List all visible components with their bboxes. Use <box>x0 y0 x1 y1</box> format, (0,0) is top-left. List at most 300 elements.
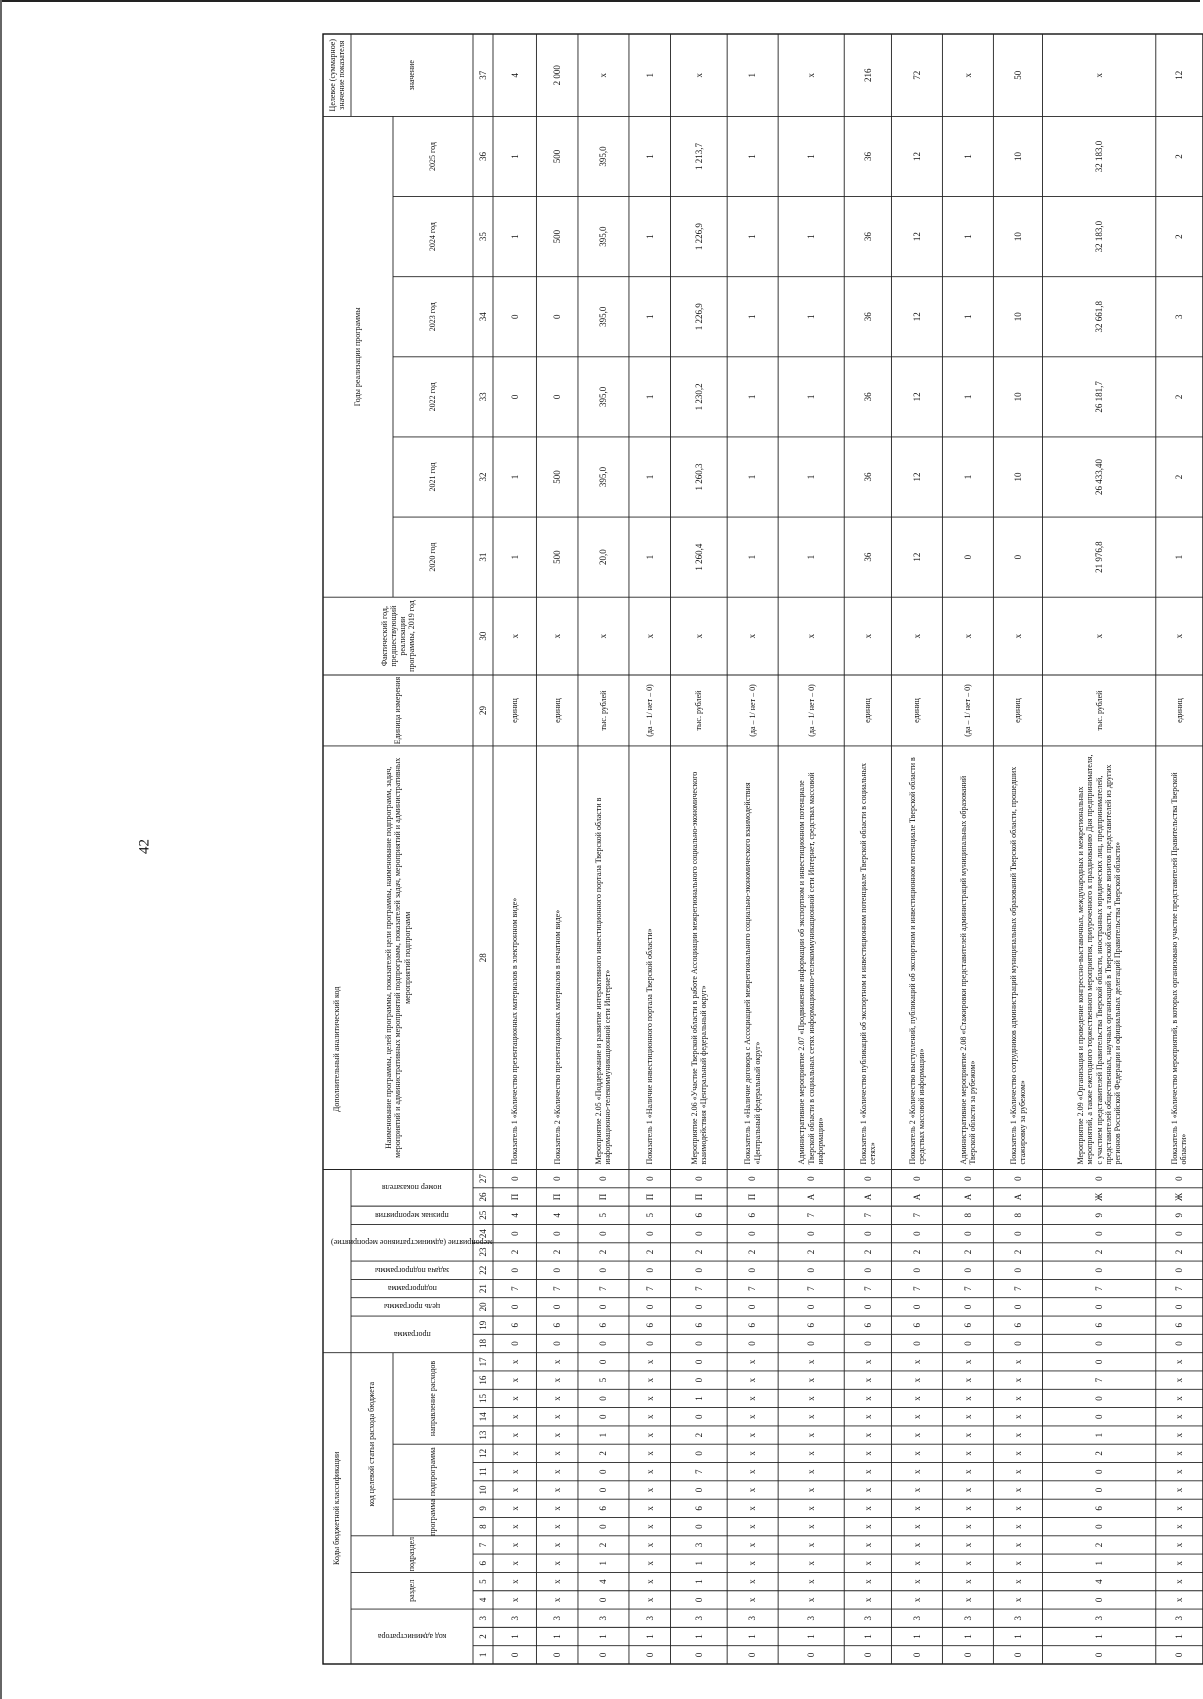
header-year-2025: 2025 год <box>428 142 438 171</box>
code-cell: 0 <box>509 1268 520 1273</box>
header-year-2020: 2020 год <box>428 542 438 572</box>
code-cell: 1 <box>644 1634 655 1639</box>
code-cell: 0 <box>693 1652 704 1658</box>
column-number: 28 <box>477 953 488 963</box>
code-cell: х <box>509 1377 520 1383</box>
year-value-cell: 1 <box>509 154 520 159</box>
code-cell: 0 <box>1093 1597 1104 1603</box>
code-cell: х <box>1174 1561 1185 1566</box>
target-value-cell: х <box>1093 72 1104 78</box>
column-number: 8 <box>477 1524 488 1529</box>
year-value-cell: 1 <box>805 314 816 319</box>
column-number: 14 <box>477 1412 488 1422</box>
code-cell: 0 <box>552 1341 563 1346</box>
code-cell: х <box>1012 1542 1023 1548</box>
code-cell: А <box>962 1193 973 1201</box>
code-cell: 0 <box>598 1341 609 1346</box>
budget-program-table <box>323 34 1203 1664</box>
code-cell: 0 <box>1174 1652 1185 1658</box>
unit-cell: единиц <box>912 698 922 723</box>
code-cell: х <box>962 1377 973 1383</box>
code-cell: 0 <box>1012 1652 1023 1658</box>
year-value-cell: 1 <box>805 234 816 239</box>
code-cell: 1 <box>693 1579 704 1584</box>
indicator-name: Показатель 1 «Количество публикаций об экспортном и инвестиционном потенциале Тверской области в социальных сетях» <box>858 762 877 1165</box>
year-value-cell: 1 <box>644 154 655 159</box>
code-cell: 0 <box>962 1652 973 1658</box>
code-cell: 0 <box>644 1341 655 1346</box>
code-cell: х <box>805 1432 816 1438</box>
header-cel-programmy: цель программы <box>383 1302 441 1312</box>
code-cell: х <box>911 1524 922 1529</box>
year-value-cell: 32 661,8 <box>1093 300 1104 333</box>
code-cell: х <box>1174 1451 1185 1456</box>
code-cell: 7 <box>805 1286 816 1291</box>
code-cell: х <box>509 1396 520 1401</box>
code-cell: 0 <box>598 1487 609 1493</box>
year-value-cell: 0 <box>552 314 563 319</box>
code-cell: 2 <box>862 1249 873 1255</box>
code-cell: 3 <box>747 1615 758 1621</box>
code-cell: 8 <box>962 1213 973 1218</box>
header-nomer-pokazatelya: номер показателя <box>382 1183 442 1193</box>
code-cell: 3 <box>509 1615 520 1621</box>
code-cell: 7 <box>1093 1377 1104 1383</box>
code-cell: 0 <box>747 1304 758 1310</box>
code-cell: х <box>962 1506 973 1511</box>
code-cell: 0 <box>598 1524 609 1529</box>
code-cell: 0 <box>862 1652 873 1658</box>
header-podprogramma: подпрограмма <box>428 1447 438 1497</box>
code-cell: 7 <box>962 1286 973 1291</box>
target-value-cell: 50 <box>1012 70 1023 80</box>
code-cell: А <box>805 1193 816 1201</box>
code-cell: х <box>1174 1487 1185 1493</box>
code-cell: 0 <box>1012 1304 1023 1310</box>
column-number: 13 <box>477 1430 488 1440</box>
year-value-cell: 1 <box>747 154 758 159</box>
fact-2019-cell: х <box>805 633 816 639</box>
code-cell: 7 <box>1093 1286 1104 1291</box>
code-cell: 0 <box>693 1414 704 1420</box>
year-value-cell: 1 <box>509 234 520 239</box>
code-cell: х <box>1174 1414 1185 1420</box>
code-cell: 1 <box>1093 1561 1104 1566</box>
code-cell: х <box>1012 1359 1023 1365</box>
code-cell: х <box>911 1487 922 1493</box>
code-cell: х <box>552 1469 563 1474</box>
code-cell: 0 <box>693 1268 704 1273</box>
code-cell: 0 <box>509 1304 520 1310</box>
code-cell: х <box>552 1414 563 1420</box>
code-cell: х <box>509 1359 520 1365</box>
code-cell: х <box>962 1542 973 1548</box>
code-cell: х <box>862 1597 873 1603</box>
code-cell: 0 <box>1174 1304 1185 1310</box>
code-cell: х <box>644 1579 655 1584</box>
unit-cell: единиц <box>863 698 873 723</box>
code-cell: х <box>962 1597 973 1603</box>
year-value-cell: 12 <box>911 552 922 562</box>
code-cell: х <box>1012 1579 1023 1584</box>
fact-2019-cell: х <box>747 633 758 639</box>
code-cell: х <box>1174 1432 1185 1438</box>
code-cell: 2 <box>1093 1249 1104 1255</box>
code-cell: х <box>862 1487 873 1493</box>
year-value-cell: 36 <box>862 392 873 402</box>
code-cell: х <box>911 1451 922 1456</box>
code-cell: 0 <box>598 1176 609 1181</box>
code-cell: х <box>911 1506 922 1511</box>
column-number: 35 <box>477 232 488 242</box>
target-value-cell: 4 <box>509 72 520 78</box>
code-cell: х <box>644 1432 655 1438</box>
code-cell: 7 <box>862 1213 873 1218</box>
code-cell: 0 <box>747 1176 758 1181</box>
code-cell: 1 <box>693 1396 704 1401</box>
unit-cell: тыс. рублей <box>694 690 704 731</box>
code-cell: 0 <box>1093 1268 1104 1273</box>
year-value-cell: 20,0 <box>598 549 609 565</box>
header-znachenie: значение <box>407 60 417 91</box>
code-cell: 9 <box>1174 1213 1185 1218</box>
code-cell: 2 <box>911 1249 922 1255</box>
code-cell: х <box>1174 1506 1185 1511</box>
code-cell: 0 <box>862 1304 873 1310</box>
code-cell: 6 <box>1093 1322 1104 1328</box>
indicator-name: Административное мероприятие 2.08 «Стажировки представителей администраций муниципальных образований Тверской области за рубежом» <box>958 775 977 1165</box>
code-cell: х <box>962 1432 973 1438</box>
code-cell: 8 <box>1012 1213 1023 1218</box>
target-value-cell: х <box>693 72 704 78</box>
code-cell: 1 <box>509 1634 520 1639</box>
header-kod-admin: код администратора <box>377 1632 447 1642</box>
code-cell: 6 <box>962 1322 973 1328</box>
code-cell: х <box>509 1432 520 1438</box>
column-number: 1 <box>477 1652 488 1658</box>
fact-2019-cell: х <box>552 633 563 639</box>
code-cell: х <box>911 1579 922 1584</box>
code-cell: х <box>962 1359 973 1365</box>
column-number: 25 <box>477 1210 488 1220</box>
code-cell: х <box>552 1524 563 1529</box>
code-cell: х <box>962 1414 973 1420</box>
code-cell: 2 <box>1093 1451 1104 1456</box>
code-cell: П <box>598 1193 609 1201</box>
code-cell: 0 <box>1174 1176 1185 1181</box>
code-cell: 9 <box>1093 1213 1104 1218</box>
code-cell: х <box>747 1487 758 1493</box>
code-cell: 0 <box>644 1176 655 1181</box>
code-cell: 0 <box>1012 1176 1023 1181</box>
year-value-cell: 1 260,4 <box>693 543 704 571</box>
code-cell: 0 <box>911 1176 922 1181</box>
code-cell: 0 <box>644 1652 655 1658</box>
code-cell: 3 <box>962 1615 973 1621</box>
year-value-cell: 1 <box>962 314 973 319</box>
code-cell: 1 <box>693 1561 704 1566</box>
code-cell: х <box>1012 1432 1023 1438</box>
code-cell: 2 <box>805 1249 816 1255</box>
unit-cell: единиц <box>552 698 562 723</box>
code-cell: х <box>1174 1396 1185 1401</box>
year-value-cell: 21 976,8 <box>1093 541 1104 573</box>
unit-cell: (да – 1/ нет – 0) <box>963 684 973 737</box>
code-cell: 0 <box>805 1304 816 1310</box>
code-cell: х <box>644 1451 655 1456</box>
indicator-name: Показатель 2 «Количество презентационных материалов в печатном виде» <box>552 909 562 1165</box>
code-cell: 0 <box>1174 1231 1185 1236</box>
code-cell: 0 <box>862 1176 873 1181</box>
column-number: 15 <box>477 1393 488 1403</box>
target-value-cell: 1 <box>644 72 655 78</box>
code-cell: х <box>805 1561 816 1566</box>
column-number: 24 <box>477 1229 488 1239</box>
year-value-cell: 1 <box>747 314 758 319</box>
year-value-cell: 1 <box>509 474 520 480</box>
code-cell: 0 <box>598 1396 609 1401</box>
code-cell: 2 <box>693 1249 704 1255</box>
code-cell: 0 <box>598 1304 609 1310</box>
code-cell: х <box>747 1396 758 1401</box>
code-cell: 2 <box>644 1249 655 1255</box>
code-cell: х <box>805 1506 816 1511</box>
code-cell: 5 <box>598 1377 609 1383</box>
year-value-cell: 0 <box>552 394 563 400</box>
target-value-cell: 216 <box>862 68 873 82</box>
code-cell: 0 <box>693 1231 704 1236</box>
indicator-name: Показатель 1 «Количество мероприятий, в которых организовано участие представителей Правительства Тверской области» <box>1170 772 1189 1165</box>
code-cell: 3 <box>1174 1615 1185 1621</box>
code-cell: 0 <box>598 1231 609 1236</box>
code-cell: 0 <box>747 1231 758 1236</box>
code-cell: 0 <box>1093 1231 1104 1236</box>
year-value-cell: 2 <box>1174 154 1185 159</box>
code-cell: х <box>644 1561 655 1566</box>
indicator-name: Показатель 2 «Количество выступлений, публикаций об экспортном и инвестиционном потенциале Тверской области в средствах массовой информации» <box>907 757 926 1165</box>
code-cell: 0 <box>598 1469 609 1474</box>
code-cell: 0 <box>862 1268 873 1273</box>
target-value-cell: 2 000 <box>552 65 563 86</box>
header-podrazdel: подраздел <box>407 1536 417 1572</box>
year-value-cell: 10 <box>1012 312 1023 322</box>
header-year-2021: 2021 год <box>428 462 438 492</box>
code-cell: х <box>805 1469 816 1474</box>
code-cell: 1 <box>598 1432 609 1438</box>
code-cell: 0 <box>911 1304 922 1310</box>
code-cell: х <box>644 1396 655 1401</box>
code-cell: х <box>962 1451 973 1456</box>
header-celevoe: Целевое (суммарное) значение показателя <box>327 38 346 112</box>
code-cell: 7 <box>747 1286 758 1291</box>
code-cell: 7 <box>1174 1286 1185 1291</box>
column-number: 36 <box>477 151 488 161</box>
year-value-cell: 32 183,0 <box>1093 220 1104 253</box>
code-cell: 0 <box>911 1652 922 1658</box>
code-cell: х <box>911 1561 922 1566</box>
column-number: 33 <box>477 392 488 402</box>
code-cell: х <box>1012 1396 1023 1401</box>
code-cell: х <box>644 1359 655 1365</box>
year-value-cell: 2 <box>1174 234 1185 239</box>
code-cell: х <box>805 1377 816 1383</box>
code-cell: х <box>911 1396 922 1401</box>
code-cell: 0 <box>862 1231 873 1236</box>
unit-cell: тыс. рублей <box>1094 690 1104 731</box>
code-cell: х <box>805 1396 816 1401</box>
code-cell: 2 <box>598 1249 609 1255</box>
code-cell: 7 <box>552 1286 563 1291</box>
column-number: 3 <box>477 1615 488 1621</box>
code-cell: х <box>962 1469 973 1474</box>
code-cell: 0 <box>693 1524 704 1529</box>
code-cell: х <box>962 1579 973 1584</box>
code-cell: 0 <box>509 1341 520 1346</box>
column-number: 22 <box>477 1265 488 1275</box>
code-cell: 0 <box>962 1304 973 1310</box>
code-cell: х <box>552 1561 563 1566</box>
year-value-cell: 12 <box>911 232 922 242</box>
code-cell: 0 <box>693 1597 704 1603</box>
code-cell: х <box>1012 1469 1023 1474</box>
year-value-cell: 395,0 <box>598 466 609 488</box>
target-value-cell: х <box>805 72 816 78</box>
code-cell: 1 <box>805 1634 816 1639</box>
code-cell: х <box>805 1414 816 1420</box>
year-value-cell: 0 <box>1012 554 1023 560</box>
code-cell: х <box>509 1597 520 1603</box>
year-value-cell: 1 <box>747 554 758 560</box>
code-cell: 2 <box>693 1432 704 1438</box>
code-cell: 0 <box>693 1451 704 1456</box>
scan-edge-top <box>0 0 1200 2</box>
code-cell: 6 <box>805 1322 816 1328</box>
code-cell: х <box>1174 1377 1185 1383</box>
code-cell: х <box>747 1561 758 1566</box>
code-cell: 1 <box>693 1634 704 1639</box>
fact-2019-cell: х <box>598 633 609 639</box>
code-cell: 0 <box>552 1652 563 1658</box>
code-cell: х <box>644 1597 655 1603</box>
code-cell: х <box>911 1432 922 1438</box>
code-cell: 2 <box>509 1249 520 1255</box>
code-cell: 6 <box>747 1213 758 1218</box>
code-cell: 6 <box>862 1322 873 1328</box>
year-value-cell: 1 <box>805 474 816 480</box>
target-value-cell: 12 <box>1174 70 1185 80</box>
column-number: 18 <box>477 1339 488 1348</box>
code-cell: х <box>509 1414 520 1420</box>
code-cell: х <box>509 1561 520 1566</box>
year-value-cell: 36 <box>862 312 873 322</box>
code-cell: 0 <box>805 1341 816 1346</box>
code-cell: 0 <box>805 1268 816 1273</box>
year-value-cell: 500 <box>552 149 563 164</box>
year-value-cell: 12 <box>911 392 922 402</box>
code-cell: 4 <box>552 1213 563 1218</box>
code-cell: х <box>862 1469 873 1474</box>
code-cell: 0 <box>644 1268 655 1273</box>
code-cell: 4 <box>598 1579 609 1584</box>
code-cell: 7 <box>598 1286 609 1291</box>
column-number: 16 <box>477 1375 488 1385</box>
code-cell: 7 <box>644 1286 655 1291</box>
code-cell: 7 <box>911 1286 922 1291</box>
year-value-cell: 395,0 <box>598 386 609 407</box>
code-cell: х <box>1174 1597 1185 1603</box>
code-cell: х <box>1174 1469 1185 1474</box>
code-cell: х <box>644 1524 655 1529</box>
code-cell: 7 <box>1012 1286 1023 1291</box>
header-year-2022: 2022 год <box>428 382 438 412</box>
code-cell: 3 <box>1012 1615 1023 1621</box>
code-cell: х <box>552 1432 563 1438</box>
code-cell: 0 <box>1093 1341 1104 1346</box>
code-cell: х <box>509 1542 520 1548</box>
code-cell: 0 <box>805 1231 816 1236</box>
code-cell: х <box>862 1561 873 1566</box>
code-cell: 7 <box>693 1286 704 1291</box>
year-value-cell: 12 <box>911 472 922 482</box>
code-cell: х <box>747 1597 758 1603</box>
code-cell: 0 <box>509 1652 520 1658</box>
code-cell: 0 <box>644 1231 655 1236</box>
year-value-cell: 0 <box>509 394 520 400</box>
indicator-name: Мероприятие 2.05 «Поддержание и развитие интерактивного инвестиционного портала Тверской области в информационно-телекоммуникационной сети Интернет» <box>594 797 613 1165</box>
code-cell: х <box>644 1377 655 1383</box>
code-cell: 0 <box>598 1652 609 1658</box>
code-cell: х <box>747 1579 758 1584</box>
code-cell: 1 <box>1174 1634 1185 1639</box>
code-cell: х <box>805 1579 816 1584</box>
column-number: 31 <box>477 552 488 562</box>
code-cell: 0 <box>1093 1396 1104 1401</box>
unit-cell: единиц <box>510 698 520 723</box>
code-cell: 0 <box>962 1341 973 1346</box>
code-cell: П <box>644 1193 655 1201</box>
code-cell: 0 <box>1093 1359 1104 1365</box>
code-cell: 7 <box>911 1213 922 1218</box>
code-cell: х <box>911 1597 922 1603</box>
code-cell: 6 <box>598 1506 609 1511</box>
code-cell: х <box>962 1487 973 1493</box>
code-cell: 2 <box>598 1542 609 1548</box>
code-cell: х <box>862 1542 873 1548</box>
code-cell: 3 <box>1093 1615 1104 1621</box>
code-cell: х <box>509 1524 520 1529</box>
code-cell: 0 <box>509 1176 520 1181</box>
code-cell: х <box>1174 1579 1185 1584</box>
code-cell: 3 <box>911 1615 922 1621</box>
code-cell: 0 <box>962 1176 973 1181</box>
year-value-cell: 395,0 <box>598 146 609 167</box>
header-edinica: Единица измерения <box>393 676 403 745</box>
year-value-cell: 395,0 <box>598 306 609 327</box>
code-cell: 1 <box>911 1634 922 1639</box>
code-cell: 6 <box>911 1322 922 1328</box>
code-cell: х <box>552 1506 563 1511</box>
year-value-cell: 1 <box>1174 554 1185 560</box>
code-cell: х <box>1012 1487 1023 1493</box>
code-cell: А <box>1012 1193 1023 1201</box>
code-cell: 0 <box>805 1176 816 1181</box>
code-cell: х <box>862 1506 873 1511</box>
fact-2019-cell: х <box>509 633 520 639</box>
code-cell: 3 <box>862 1615 873 1621</box>
code-cell: 4 <box>509 1213 520 1218</box>
column-number: 32 <box>477 472 488 482</box>
indicator-name: Административное мероприятие 2.07 «Продвижение информации об экспортном и инвестиционном потенциале Тверской области в социальных сетях информационно-телекоммуникационной сети Интернет, средствах массовой информации» <box>797 772 825 1165</box>
